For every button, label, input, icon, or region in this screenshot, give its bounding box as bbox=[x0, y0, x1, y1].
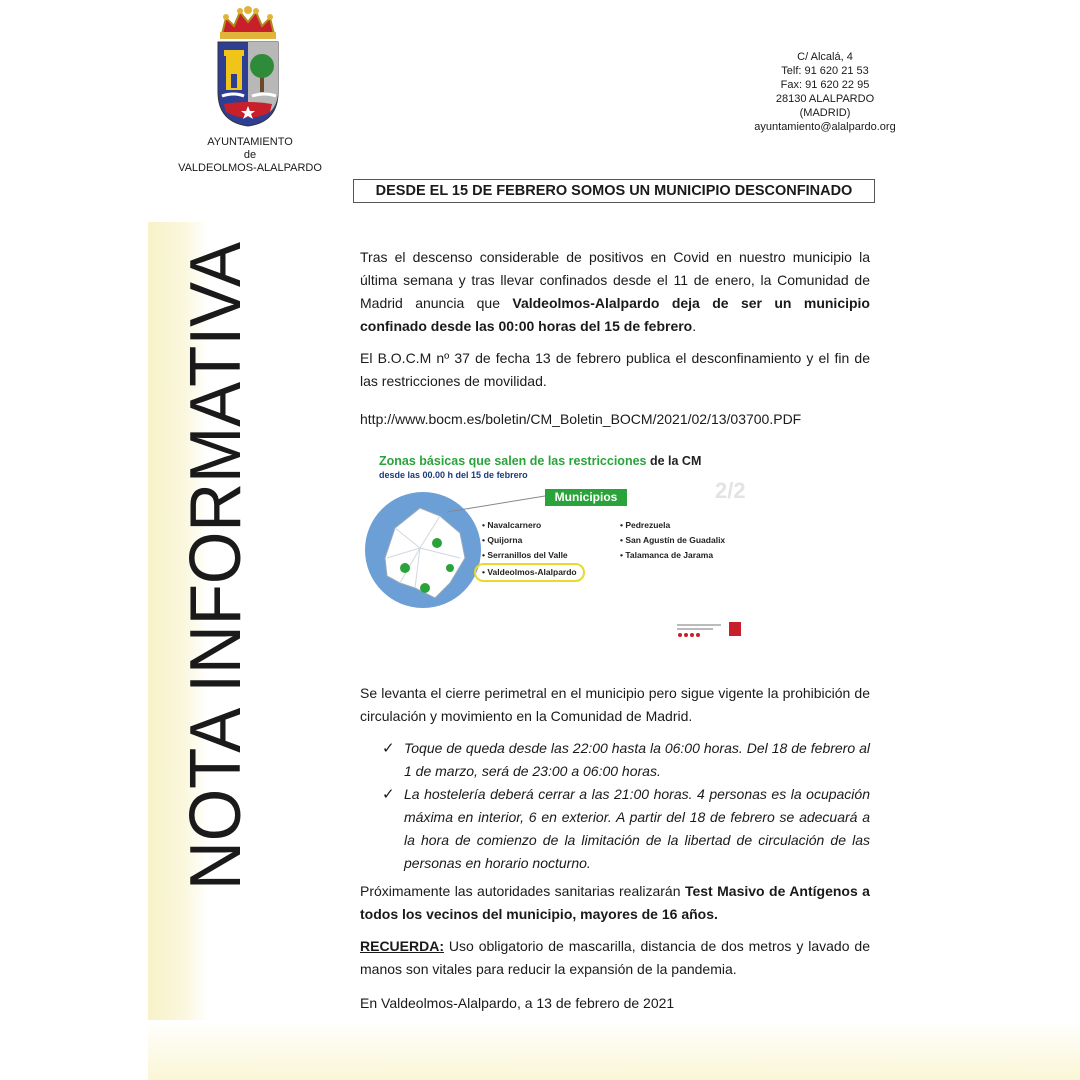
headline-box: DESDE EL 15 DE FEBRERO SOMOS UN MUNICIPIO DESCONFINADO bbox=[353, 179, 875, 203]
municipios-right-list bbox=[620, 518, 725, 563]
restrictions-map-image bbox=[365, 448, 755, 643]
paragraph-bocm: El B.O.C.M nº 37 de fecha 13 de febrero publica el desconfinamiento y el fin de las restricciones de movilidad. bbox=[360, 350, 870, 389]
address-street: C/ Alcalá, 4 bbox=[797, 51, 853, 63]
side-title bbox=[176, 197, 256, 890]
signature-date: En Valdeolmos-Alalpardo, a 13 de febrero de 2021 bbox=[360, 995, 675, 1011]
reminder-label: RECUERDA: bbox=[360, 938, 444, 954]
paragraph-antigen-test bbox=[360, 880, 870, 926]
list-item: ✓ Toque de queda desde las 22:00 hasta la 06:00 horas. Del 18 de febrero al 1 de marzo, será de 23:00 a 06:00 horas. bbox=[382, 737, 870, 783]
address-postcode: 28130 ALALPARDO bbox=[775, 93, 875, 105]
map-subtitle: desde las 00.00 h del 15 de febrero bbox=[379, 470, 528, 480]
muni-item: • San Agustín de Guadalix bbox=[620, 535, 726, 545]
intro-text: Tras el descenso considerable de positivos en Covid en nuestro municipio la última semana y tras llevar confinados desde el 11 de enero, la Comunidad de Madrid anuncia que bbox=[360, 249, 870, 311]
coat-of-arms-icon bbox=[214, 4, 282, 128]
comunidad-madrid-logo-icon bbox=[677, 620, 743, 640]
muni-item: • Serranillos del Valle bbox=[482, 550, 568, 560]
decorative-bottom-band bbox=[148, 1020, 1080, 1080]
muni-item: • Quijorna bbox=[482, 535, 523, 545]
paragraph-reminder bbox=[360, 935, 870, 981]
address-block bbox=[700, 50, 950, 134]
intro-end: . bbox=[692, 318, 697, 334]
address-phone: Telf: 91 620 21 53 bbox=[781, 65, 869, 77]
municipios-label: Municipios bbox=[545, 489, 627, 506]
address-email[interactable]: ayuntamiento@alalpardo.org bbox=[754, 121, 896, 133]
checkmark-icon: ✓ bbox=[382, 786, 395, 803]
ayto-line-3: VALDEOLMOS-ALALPARDO bbox=[178, 162, 322, 174]
list-item: ✓ La hostelería deberá cerrar a las 21:00 horas. 4 personas es la ocupación máxima en interior, 6 en exterior. A partir del 18 de febrero se adecuará a la hora de comienzo de la limitación de la libertad de circulación de las personas en horario nocturno. bbox=[382, 783, 870, 875]
bocm-link[interactable]: http://www.bocm.es/boletin/CM_Boletin_BOCM/2021/02/13/03700.PDF bbox=[360, 411, 802, 427]
checkmark-icon: ✓ bbox=[382, 740, 395, 757]
muni-item: • Talamanca de Jarama bbox=[620, 550, 714, 560]
muni-item: • Pedrezuela bbox=[620, 520, 671, 530]
antigen-bold: Test Masivo de Antígenos a todos los vecinos del municipio, mayores de 16 años. bbox=[360, 883, 870, 922]
map-title bbox=[379, 454, 701, 468]
ayto-line-1: AYUNTAMIENTO bbox=[207, 136, 293, 148]
map-page-number: 2/2 bbox=[715, 478, 746, 503]
municipios-left-list bbox=[482, 518, 585, 582]
muni-item-highlighted: • Valdeolmos-Alalpardo bbox=[482, 563, 585, 582]
paragraph-perimeter: Se levanta el cierre perimetral en el municipio pero sigue vigente la prohibición de circulación y movimiento en la Comunidad de Madrid. bbox=[360, 685, 870, 724]
intro-bold: Valdeolmos-Alalpardo deja de ser un municipio confinado desde las 00:00 horas del 15 de febrero bbox=[360, 295, 870, 334]
reminder-text: Uso obligatorio de mascarilla, distancia de dos metros y lavado de manos son vitales para reducir la expansión de la pandemia. bbox=[360, 938, 870, 977]
address-fax: Fax: 91 620 22 95 bbox=[780, 79, 870, 91]
map-title-green: Zonas básicas que salen de las restricciones bbox=[379, 454, 647, 468]
restrictions-list bbox=[382, 737, 870, 875]
madrid-map-icon bbox=[365, 488, 485, 608]
antigen-text: Próximamente las autoridades sanitarias realizarán bbox=[360, 883, 685, 899]
side-title-text: NOTA INFORMATIVA bbox=[176, 197, 256, 890]
map-title-dark: de la CM bbox=[646, 454, 702, 468]
paragraph-intro bbox=[360, 246, 870, 338]
muni-item: • Navalcarnero bbox=[482, 520, 542, 530]
address-province: (MADRID) bbox=[799, 107, 851, 119]
municipality-name bbox=[170, 136, 330, 175]
ayto-line-2: de bbox=[243, 149, 257, 161]
